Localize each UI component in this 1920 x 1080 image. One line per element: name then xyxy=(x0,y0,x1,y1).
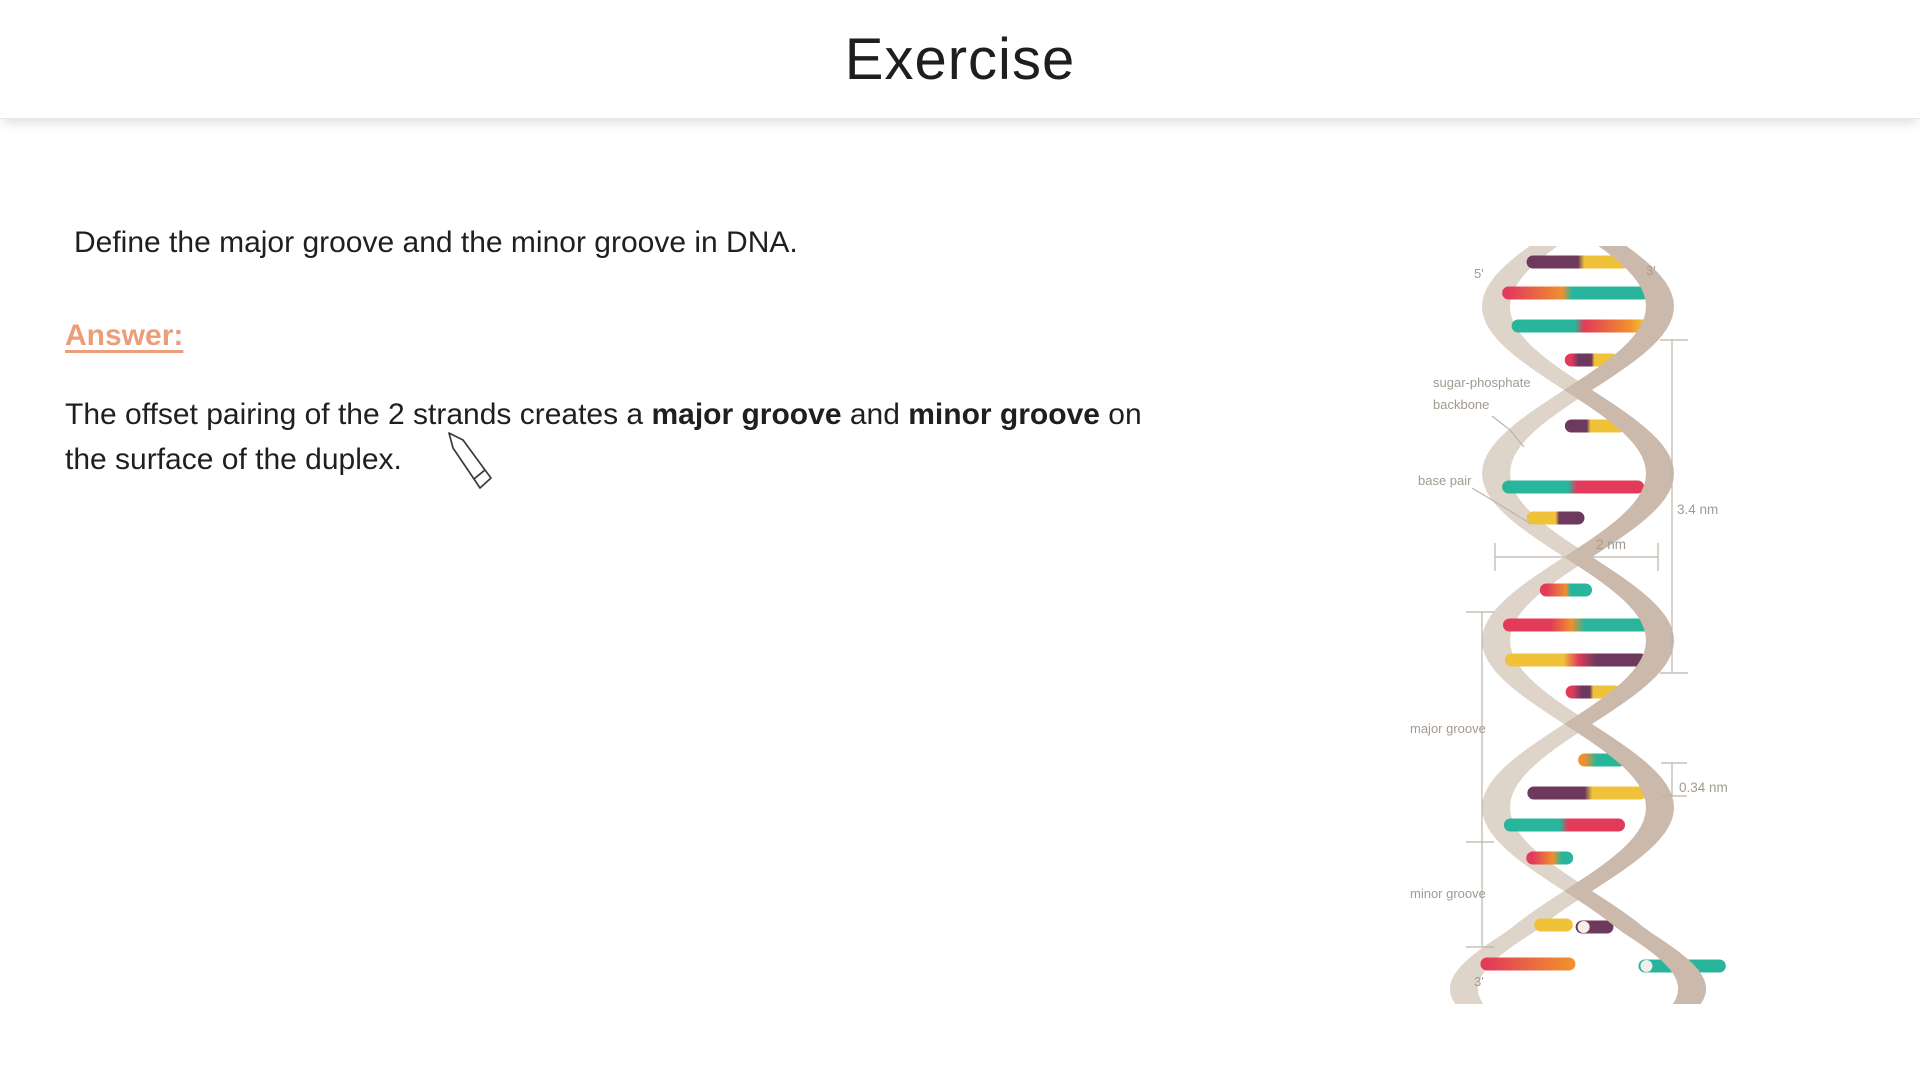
label-dim-0-34-nm: 0.34 nm xyxy=(1679,780,1728,795)
label-backbone: backbone xyxy=(1433,397,1490,412)
label-five-prime-top: 5' xyxy=(1474,266,1484,281)
label-major-groove: major groove xyxy=(1410,721,1486,736)
dna-strand-back xyxy=(1482,557,1592,724)
dna-helix-figure xyxy=(1398,240,1738,1020)
label-sugar-phosphate: sugar-phosphate xyxy=(1433,375,1531,390)
page-title: Exercise xyxy=(844,26,1076,92)
dna-strand-back xyxy=(1482,724,1592,891)
label-minor-groove: minor groove xyxy=(1410,886,1486,901)
dna-strand-front xyxy=(1564,891,1706,1004)
answer-text-run: the surface of the duplex. xyxy=(65,443,402,476)
dna-strand-front xyxy=(1564,390,1674,557)
label-dim-3-4-nm: 3.4 nm xyxy=(1677,502,1719,517)
label-dim-2-nm: 2 nm xyxy=(1595,537,1627,552)
answer-bold-term: major groove xyxy=(651,398,842,431)
question-text: Define the major groove and the minor groove in DNA. xyxy=(74,226,798,259)
slide-header xyxy=(0,0,1920,119)
rung-cut-cap xyxy=(1640,960,1652,972)
label-three-prime-bottom: 3' xyxy=(1474,974,1484,989)
answer-text-run: The offset pairing of the 2 strands creates a xyxy=(65,398,652,431)
answer-paragraph xyxy=(65,392,1295,482)
pencil-cursor-icon xyxy=(442,430,496,492)
rung-cut-cap xyxy=(1578,921,1590,933)
dna-helix-svg xyxy=(1398,240,1738,1020)
label-base-pair: base pair xyxy=(1418,473,1472,488)
answer-bold-term: minor groove xyxy=(908,398,1100,431)
dna-strand-front xyxy=(1564,557,1674,724)
answer-text-run: and xyxy=(841,398,909,431)
answer-text-run: on xyxy=(1099,398,1142,431)
dna-strand-front xyxy=(1564,724,1674,891)
dna-strand-back xyxy=(1482,390,1592,557)
label-three-prime-top: 3' xyxy=(1646,263,1656,278)
answer-heading: Answer: xyxy=(65,319,184,352)
